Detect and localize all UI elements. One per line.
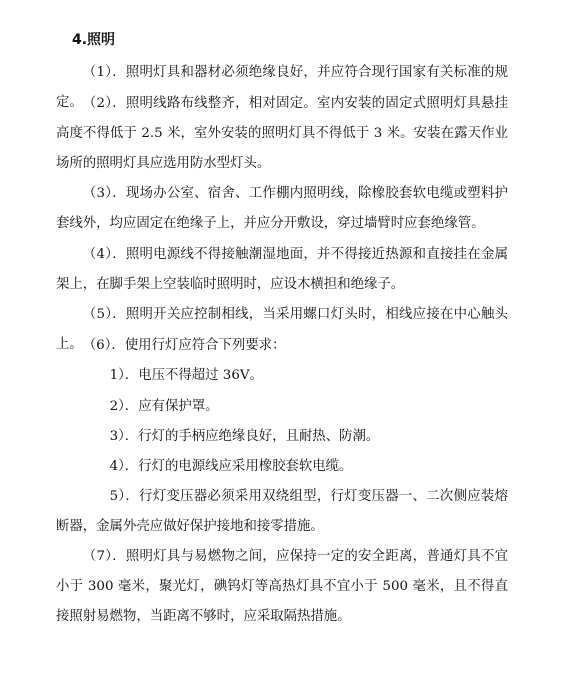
item-2: （2）．照明线路布线整齐，相对固定。室内安装的固定式照明灯具悬挂高度不得低于 2.5 米，室外安装的照明灯具不得低于 3 米。安装在露天作业场所的照明灯具应选用防水型灯头。 <box>56 96 508 171</box>
item-1: （1）．照明灯具和器材必须绝缘良好，并应符合现行国家有关标准的规定。 <box>56 65 508 110</box>
item-4: （4）．照明电源线不得接触潮湿地面，并不得接近热源和直接挂在金属架上，在脚手架上空装临时照明时，应设木横担和绝缘子。 <box>56 247 508 292</box>
subitem-5: 5）．行灯变压器必须采用双绕组型，行灯变压器一、二次侧应装熔断器，金属外壳应做好保护接地和接零措施。 <box>56 489 508 534</box>
subitem-4: 4）．行灯的电源线应采用橡胶套软电缆。 <box>109 459 353 474</box>
item-3: （3）．现场办公室、宿舍、工作棚内照明线，除橡胶套软电缆或塑料护套线外，均应固定在绝缘子上，并应分开敷设，穿过墙臂时应套绝缘管。 <box>56 186 508 231</box>
item-5: （5）．照明开关应控制相线，当采用螺口灯头时，相线应接在中心触头上。 <box>56 307 508 352</box>
section-heading: 4.照明 <box>72 32 116 48</box>
subitem-1: 1）．电压不得超过 36V。 <box>109 368 263 383</box>
item-6: （6）．使用行灯应符合下列要求： <box>82 338 286 353</box>
subitem-3: 3）．行灯的手柄应绝缘良好，且耐热、防潮。 <box>109 429 380 444</box>
item-7: （7）．照明灯具与易燃物之间，应保持一定的安全距离，普通灯具不宜小于 300 毫米，聚光灯，碘钨灯等高热灯具不宜小于 500 毫米，且不得直接照射易燃物，当距离不够时，应采取隔热措施。 <box>56 549 508 624</box>
subitem-2: 2）．应有保护罩。 <box>109 399 219 414</box>
